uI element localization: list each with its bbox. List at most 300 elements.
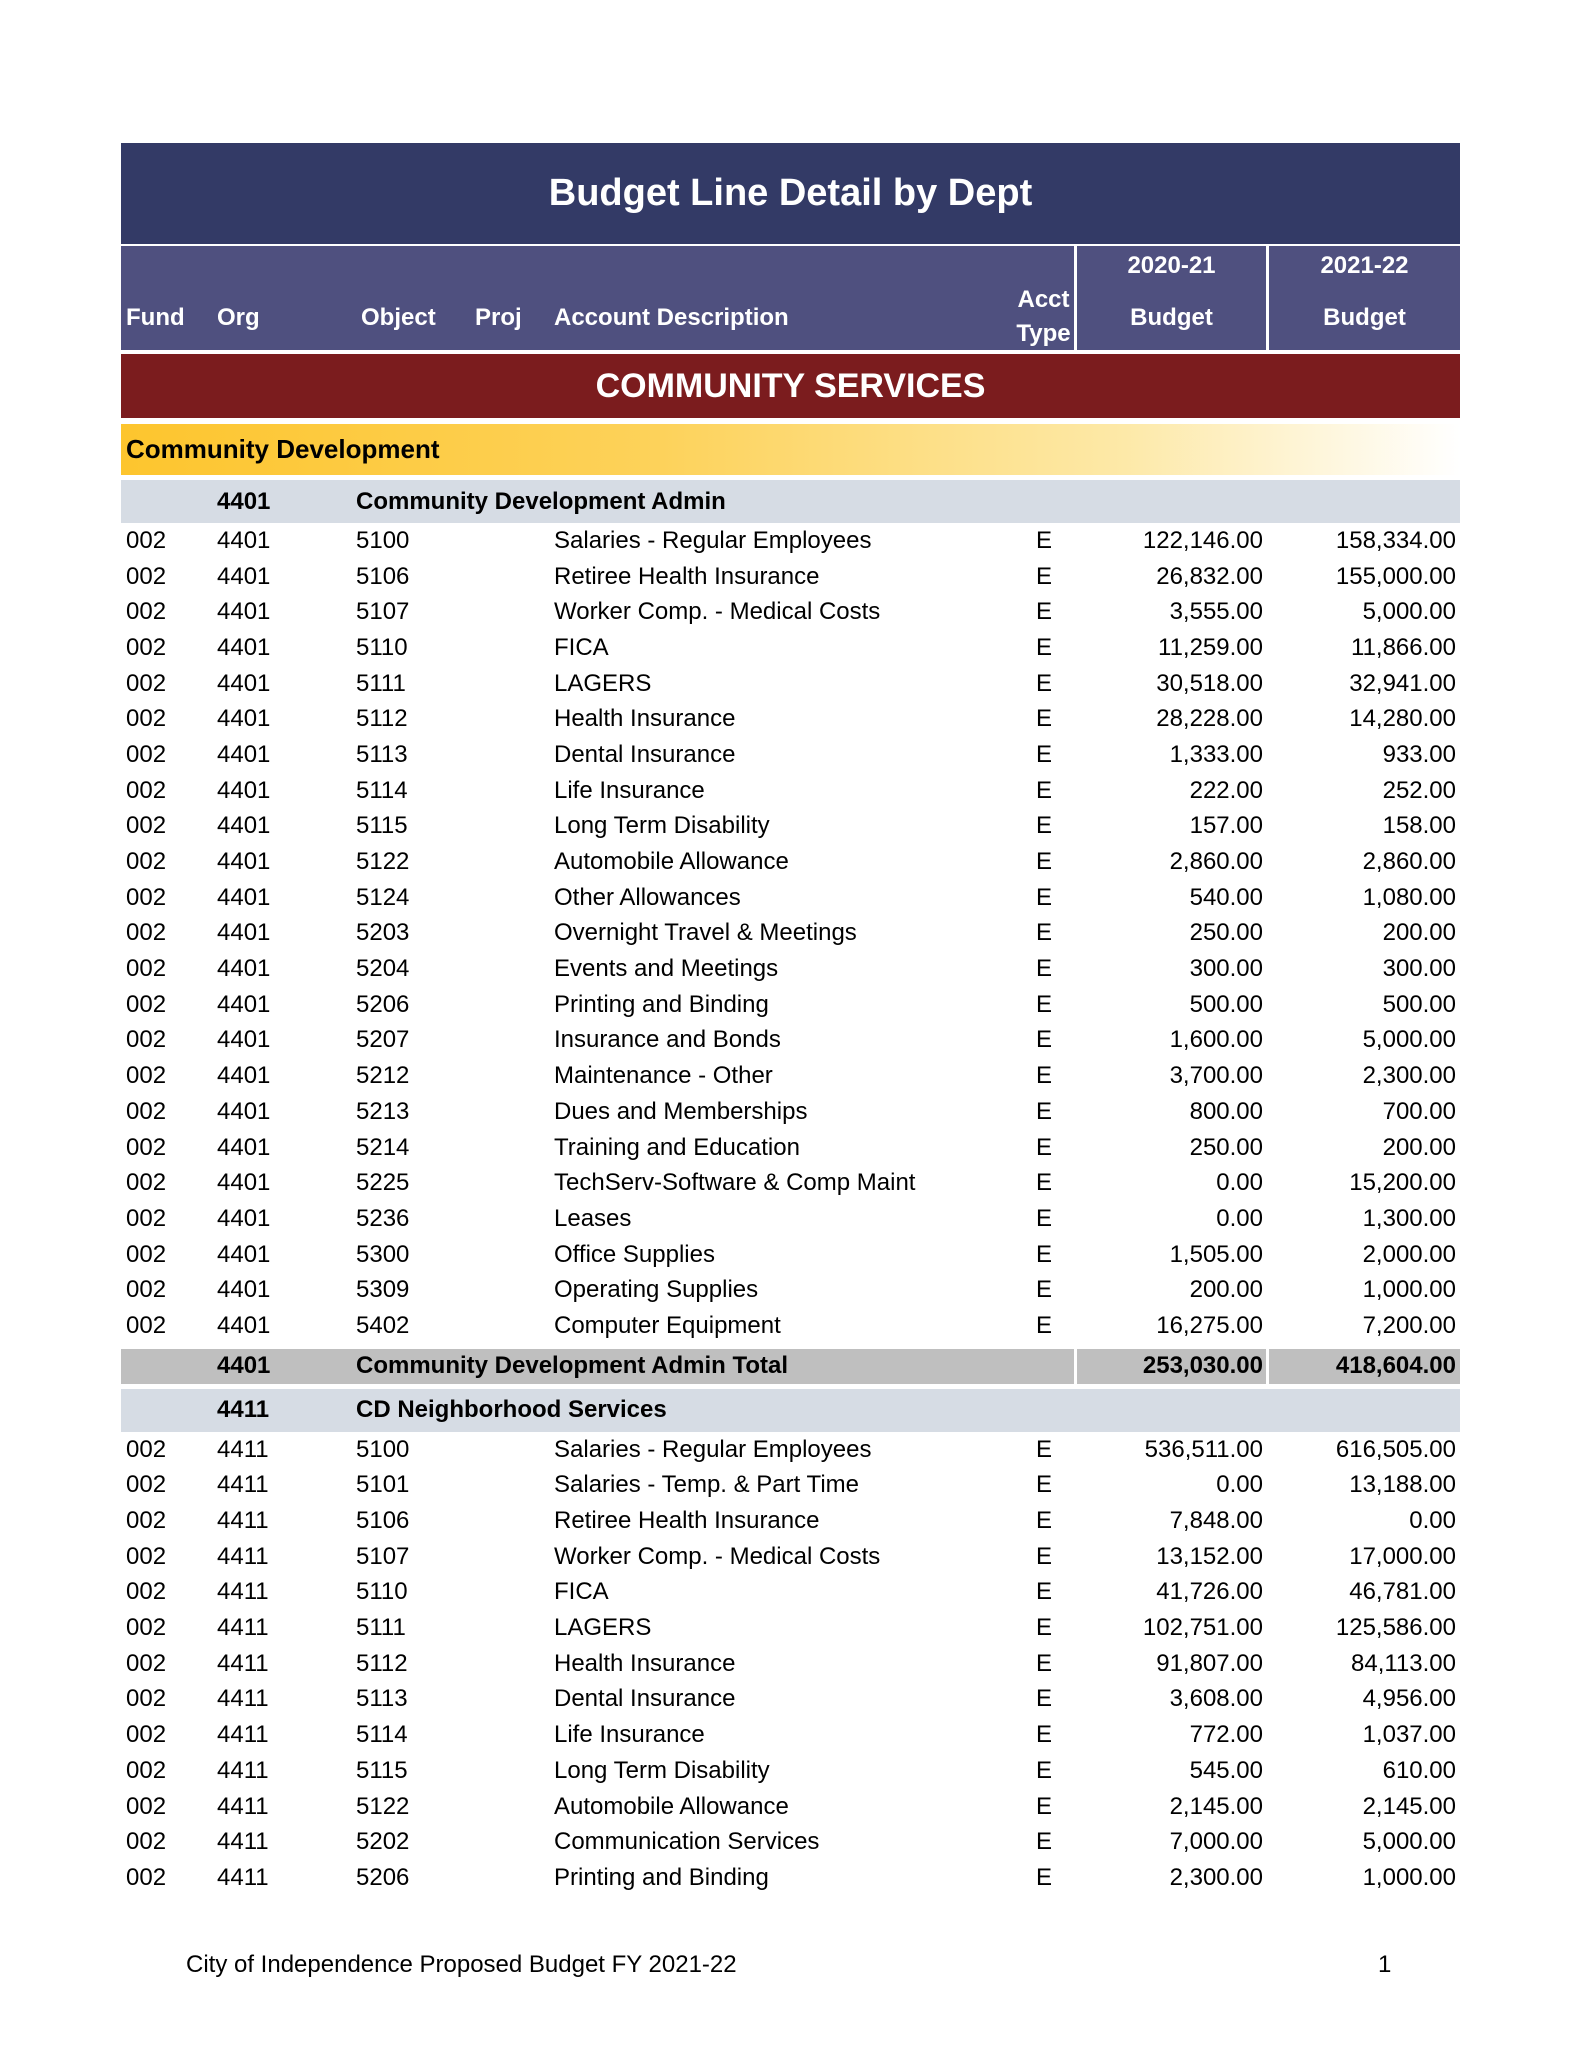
budget-2020-21-cell: 102,751.00 [1142, 1614, 1263, 1642]
org-cell: 4411 [217, 1828, 269, 1856]
object-cell: 5113 [356, 740, 408, 768]
fund-cell: 002 [126, 1721, 167, 1749]
description-cell: Communication Services [554, 1828, 820, 1856]
object-cell: 5402 [356, 1311, 410, 1339]
org-cell: 4401 [217, 1204, 271, 1232]
budget-2020-21-cell: 772.00 [1189, 1721, 1263, 1749]
description-cell: Printing and Binding [554, 1863, 769, 1891]
acct-type-cell: E [1035, 1685, 1052, 1713]
org-cell: 4401 [217, 1276, 271, 1304]
org-cell: 4401 [217, 990, 271, 1018]
object-cell: 5111 [356, 669, 406, 697]
table-row [121, 559, 1460, 595]
description-cell: Life Insurance [554, 1721, 705, 1749]
org-cell: 4401 [217, 955, 271, 983]
description-cell: Insurance and Bonds [554, 1026, 781, 1054]
col-proj: Proj [475, 304, 522, 331]
budget-2020-21-cell: 300.00 [1189, 955, 1263, 983]
section-title: COMMUNITY SERVICES [121, 354, 1460, 418]
budget-2020-21-cell: 91,807.00 [1156, 1649, 1263, 1677]
table-row [121, 1058, 1460, 1094]
total-org-code: 4401 [217, 1352, 271, 1380]
object-cell: 5110 [356, 1578, 408, 1606]
object-cell: 5207 [356, 1026, 410, 1054]
org-cell: 4401 [217, 1097, 271, 1125]
budget-2021-22-cell: 5,000.00 [1362, 1026, 1456, 1054]
total-label: Community Development Admin Total [356, 1352, 789, 1380]
object-cell: 5112 [356, 1649, 408, 1677]
budget-2020-21-cell: 1,333.00 [1169, 740, 1263, 768]
fund-cell: 002 [126, 1133, 167, 1161]
fund-cell: 002 [126, 812, 167, 840]
org-cell: 4411 [217, 1435, 269, 1463]
description-cell: Training and Education [554, 1133, 800, 1161]
description-cell: Printing and Binding [554, 990, 769, 1018]
report-title: Budget Line Detail by Dept [121, 143, 1460, 244]
fund-cell: 002 [126, 1756, 167, 1784]
fund-cell: 002 [126, 1062, 167, 1090]
object-cell: 5100 [356, 1435, 410, 1463]
budget-2020-21-cell: 13,152.00 [1156, 1542, 1263, 1570]
table-row [121, 1789, 1460, 1825]
budget-2021-22-cell: 84,113.00 [1351, 1649, 1456, 1677]
page-number: 1 [1378, 1951, 1392, 1978]
acct-type-cell: E [1035, 990, 1052, 1018]
table-row [121, 1646, 1460, 1682]
budget-2021-22-cell: 17,000.00 [1349, 1542, 1456, 1570]
org-code: 4401 [217, 487, 271, 515]
fund-cell: 002 [126, 1828, 167, 1856]
col-year1-budget: Budget [1130, 304, 1213, 331]
fund-cell: 002 [126, 1614, 167, 1642]
col-object: Object [361, 304, 436, 331]
org-total-row [121, 1349, 1460, 1384]
description-cell: Dental Insurance [554, 1685, 736, 1713]
org-cell: 4401 [217, 1026, 271, 1054]
description-cell: Maintenance - Other [554, 1062, 773, 1090]
acct-type-cell: E [1035, 1471, 1052, 1499]
acct-type-cell: E [1035, 669, 1052, 697]
table-row [121, 1094, 1460, 1130]
acct-type-cell: E [1035, 1062, 1052, 1090]
budget-page [121, 143, 1460, 1896]
object-cell: 5206 [356, 1863, 410, 1891]
org-cell: 4401 [217, 1169, 271, 1197]
acct-type-cell: E [1035, 919, 1052, 947]
budget-2020-21-cell: 250.00 [1189, 1133, 1263, 1161]
table-row [121, 701, 1460, 737]
acct-type-cell: E [1035, 812, 1052, 840]
budget-2021-22-cell: 1,080.00 [1362, 883, 1456, 911]
object-cell: 5122 [356, 848, 410, 876]
table-row [121, 1130, 1460, 1166]
org-cell: 4411 [217, 1578, 269, 1606]
fund-cell: 002 [126, 1311, 167, 1339]
org-cell: 4401 [217, 669, 271, 697]
acct-type-cell: E [1035, 1542, 1052, 1570]
budget-2021-22-cell: 1,037.00 [1362, 1721, 1456, 1749]
org-group-header [121, 480, 1460, 523]
org-cell: 4411 [217, 1507, 269, 1535]
object-cell: 5213 [356, 1097, 410, 1125]
description-cell: FICA [554, 1578, 609, 1606]
budget-2020-21-cell: 536,511.00 [1144, 1435, 1263, 1463]
budget-2021-22-cell: 32,941.00 [1349, 669, 1456, 697]
org-cell: 4401 [217, 812, 271, 840]
object-cell: 5114 [356, 776, 408, 804]
org-cell: 4411 [217, 1614, 269, 1642]
description-cell: Retiree Health Insurance [554, 562, 820, 590]
acct-type-cell: E [1035, 1133, 1052, 1161]
budget-2021-22-cell: 1,300.00 [1362, 1204, 1456, 1232]
table-row [121, 1165, 1460, 1201]
object-cell: 5106 [356, 1507, 410, 1535]
org-cell: 4401 [217, 598, 271, 626]
budget-2020-21-cell: 157.00 [1189, 812, 1263, 840]
table-row [121, 1308, 1460, 1344]
table-row [121, 1717, 1460, 1753]
org-code: 4411 [217, 1396, 270, 1424]
table-row [121, 1610, 1460, 1646]
object-cell: 5309 [356, 1276, 410, 1304]
budget-2021-22-cell: 300.00 [1382, 955, 1456, 983]
budget-2021-22-cell: 200.00 [1382, 1133, 1456, 1161]
description-cell: Overnight Travel & Meetings [554, 919, 857, 947]
table-row [121, 1503, 1460, 1539]
description-cell: Health Insurance [554, 1649, 736, 1677]
fund-cell: 002 [126, 1097, 167, 1125]
object-cell: 5124 [356, 883, 410, 911]
acct-type-cell: E [1035, 1614, 1052, 1642]
acct-type-cell: E [1035, 955, 1052, 983]
org-cell: 4411 [217, 1792, 269, 1820]
col-year2: 2021-22 [1320, 252, 1409, 279]
org-cell: 4401 [217, 705, 271, 733]
budget-2020-21-cell: 28,228.00 [1156, 705, 1263, 733]
budget-2020-21-cell: 7,848.00 [1169, 1507, 1263, 1535]
fund-cell: 002 [126, 1542, 167, 1570]
acct-type-cell: E [1035, 1863, 1052, 1891]
org-cell: 4411 [217, 1863, 269, 1891]
acct-type-cell: E [1035, 1792, 1052, 1820]
org-cell: 4401 [217, 740, 271, 768]
org-cell: 4401 [217, 562, 271, 590]
budget-2021-22-cell: 616,505.00 [1335, 1435, 1456, 1463]
budget-2020-21-cell: 0.00 [1216, 1169, 1263, 1197]
acct-type-cell: E [1035, 1578, 1052, 1606]
description-cell: Salaries - Regular Employees [554, 526, 872, 554]
budget-2021-22-cell: 158,334.00 [1335, 526, 1456, 554]
budget-2020-21-cell: 2,300.00 [1169, 1863, 1263, 1891]
acct-type-cell: E [1035, 1311, 1052, 1339]
budget-2020-21-cell: 41,726.00 [1156, 1578, 1263, 1606]
fund-cell: 002 [126, 526, 167, 554]
budget-2021-22-cell: 700.00 [1382, 1097, 1456, 1125]
budget-2020-21-cell: 545.00 [1189, 1756, 1263, 1784]
table-row [121, 523, 1460, 559]
org-name: CD Neighborhood Services [356, 1396, 667, 1424]
description-cell: LAGERS [554, 1614, 652, 1642]
fund-cell: 002 [126, 562, 167, 590]
object-cell: 5107 [356, 1542, 410, 1570]
acct-type-cell: E [1035, 1169, 1052, 1197]
acct-type-cell: E [1035, 1026, 1052, 1054]
object-cell: 5114 [356, 1721, 408, 1749]
footer-text: City of Independence Proposed Budget FY 2021-22 [186, 1951, 737, 1978]
acct-type-cell: E [1035, 1507, 1052, 1535]
object-cell: 5101 [356, 1471, 410, 1499]
acct-type-cell: E [1035, 776, 1052, 804]
fund-cell: 002 [126, 1276, 167, 1304]
org-cell: 4411 [217, 1649, 269, 1677]
org-cell: 4411 [217, 1685, 269, 1713]
fund-cell: 002 [126, 598, 167, 626]
table-row [121, 1201, 1460, 1237]
fund-cell: 002 [126, 919, 167, 947]
table-row [121, 1575, 1460, 1611]
acct-type-cell: E [1035, 633, 1052, 661]
org-cell: 4401 [217, 1311, 271, 1339]
fund-cell: 002 [126, 1578, 167, 1606]
table-row [121, 1860, 1460, 1896]
budget-2020-21-cell: 1,600.00 [1169, 1026, 1263, 1054]
object-cell: 5113 [356, 1685, 408, 1713]
fund-cell: 002 [126, 776, 167, 804]
acct-type-cell: E [1035, 562, 1052, 590]
budget-2020-21-cell: 222.00 [1189, 776, 1263, 804]
org-cell: 4411 [217, 1756, 269, 1784]
budget-2021-22-cell: 610.00 [1382, 1756, 1456, 1784]
budget-2021-22-cell: 7,200.00 [1362, 1311, 1456, 1339]
table-row [121, 951, 1460, 987]
total-2020-21: 253,030.00 [1142, 1352, 1263, 1380]
table-row [121, 1468, 1460, 1504]
budget-2021-22-cell: 13,188.00 [1349, 1471, 1456, 1499]
table-row [121, 1237, 1460, 1273]
budget-2020-21-cell: 3,555.00 [1169, 598, 1263, 626]
description-cell: TechServ-Software & Comp Maint [554, 1169, 916, 1197]
fund-cell: 002 [126, 1435, 167, 1463]
description-cell: Long Term Disability [554, 1756, 770, 1784]
description-cell: Computer Equipment [554, 1311, 781, 1339]
table-row [121, 1432, 1460, 1468]
table-row [121, 916, 1460, 952]
object-cell: 5206 [356, 990, 410, 1018]
acct-type-cell: E [1035, 883, 1052, 911]
budget-2020-21-cell: 3,608.00 [1169, 1685, 1263, 1713]
budget-2021-22-cell: 1,000.00 [1362, 1863, 1456, 1891]
acct-type-cell: E [1035, 526, 1052, 554]
budget-2021-22-cell: 2,145.00 [1362, 1792, 1456, 1820]
table-row [121, 1023, 1460, 1059]
budget-2020-21-cell: 11,259.00 [1158, 633, 1263, 661]
description-cell: FICA [554, 633, 609, 661]
fund-cell: 002 [126, 1026, 167, 1054]
table-row [121, 844, 1460, 880]
description-cell: Salaries - Regular Employees [554, 1435, 872, 1463]
object-cell: 5111 [356, 1614, 406, 1642]
acct-type-cell: E [1035, 705, 1052, 733]
table-row [121, 773, 1460, 809]
acct-type-cell: E [1035, 848, 1052, 876]
fund-cell: 002 [126, 1240, 167, 1268]
budget-table [121, 480, 1460, 1896]
fund-cell: 002 [126, 990, 167, 1018]
table-row [121, 1753, 1460, 1789]
description-cell: LAGERS [554, 669, 652, 697]
table-row [121, 880, 1460, 916]
org-cell: 4411 [217, 1471, 269, 1499]
org-cell: 4411 [217, 1542, 269, 1570]
org-cell: 4401 [217, 1133, 271, 1161]
object-cell: 5115 [356, 1756, 408, 1784]
col-acct: Acct [1017, 286, 1070, 313]
table-row [121, 737, 1460, 773]
acct-type-cell: E [1035, 1649, 1052, 1677]
org-cell: 4411 [217, 1721, 269, 1749]
description-cell: Leases [554, 1204, 632, 1232]
total-2021-22: 418,604.00 [1335, 1352, 1456, 1380]
budget-2021-22-cell: 46,781.00 [1349, 1578, 1456, 1606]
description-cell: Dues and Memberships [554, 1097, 808, 1125]
description-cell: Operating Supplies [554, 1276, 759, 1304]
fund-cell: 002 [126, 1507, 167, 1535]
org-cell: 4401 [217, 919, 271, 947]
fund-cell: 002 [126, 633, 167, 661]
budget-2020-21-cell: 2,145.00 [1169, 1792, 1263, 1820]
budget-2020-21-cell: 250.00 [1189, 919, 1263, 947]
org-cell: 4401 [217, 776, 271, 804]
fund-cell: 002 [126, 669, 167, 697]
acct-type-cell: E [1035, 1204, 1052, 1232]
table-row [121, 1682, 1460, 1718]
budget-2021-22-cell: 155,000.00 [1335, 562, 1456, 590]
table-row [121, 630, 1460, 666]
budget-2021-22-cell: 933.00 [1382, 740, 1456, 768]
budget-2021-22-cell: 2,300.00 [1362, 1062, 1456, 1090]
acct-type-cell: E [1035, 1721, 1052, 1749]
col-description: Account Description [554, 304, 789, 331]
fund-cell: 002 [126, 1863, 167, 1891]
budget-2021-22-cell: 158.00 [1382, 812, 1456, 840]
org-cell: 4401 [217, 1240, 271, 1268]
division-title: Community Development [121, 424, 1460, 475]
object-cell: 5107 [356, 598, 410, 626]
budget-2021-22-cell: 4,956.00 [1362, 1685, 1456, 1713]
description-cell: Life Insurance [554, 776, 705, 804]
org-cell: 4401 [217, 633, 271, 661]
budget-2021-22-cell: 500.00 [1382, 990, 1456, 1018]
table-row [121, 594, 1460, 630]
description-cell: Other Allowances [554, 883, 741, 911]
org-cell: 4401 [217, 1062, 271, 1090]
org-cell: 4401 [217, 526, 271, 554]
budget-2021-22-cell: 5,000.00 [1362, 1828, 1456, 1856]
object-cell: 5214 [356, 1133, 410, 1161]
budget-2021-22-cell: 1,000.00 [1362, 1276, 1456, 1304]
description-cell: Health Insurance [554, 705, 736, 733]
description-cell: Automobile Allowance [554, 1792, 789, 1820]
org-cell: 4401 [217, 883, 271, 911]
description-cell: Salaries - Temp. & Part Time [554, 1471, 859, 1499]
budget-2020-21-cell: 30,518.00 [1156, 669, 1263, 697]
budget-2020-21-cell: 122,146.00 [1142, 526, 1263, 554]
budget-2020-21-cell: 540.00 [1189, 883, 1263, 911]
budget-2020-21-cell: 3,700.00 [1169, 1062, 1263, 1090]
budget-2021-22-cell: 14,280.00 [1349, 705, 1456, 733]
object-cell: 5100 [356, 526, 410, 554]
fund-cell: 002 [126, 1169, 167, 1197]
object-cell: 5225 [356, 1169, 410, 1197]
budget-2020-21-cell: 7,000.00 [1169, 1828, 1263, 1856]
fund-cell: 002 [126, 740, 167, 768]
budget-2021-22-cell: 2,860.00 [1362, 848, 1456, 876]
budget-2021-22-cell: 15,200.00 [1349, 1169, 1456, 1197]
object-cell: 5212 [356, 1062, 410, 1090]
acct-type-cell: E [1035, 598, 1052, 626]
object-cell: 5203 [356, 919, 410, 947]
budget-2020-21-cell: 800.00 [1189, 1097, 1263, 1125]
description-cell: Retiree Health Insurance [554, 1507, 820, 1535]
fund-cell: 002 [126, 1792, 167, 1820]
acct-type-cell: E [1035, 740, 1052, 768]
col-year1: 2020-21 [1127, 252, 1216, 279]
fund-cell: 002 [126, 1685, 167, 1713]
description-cell: Events and Meetings [554, 955, 779, 983]
acct-type-cell: E [1035, 1828, 1052, 1856]
fund-cell: 002 [126, 705, 167, 733]
object-cell: 5202 [356, 1828, 410, 1856]
object-cell: 5106 [356, 562, 410, 590]
object-cell: 5300 [356, 1240, 410, 1268]
acct-type-cell: E [1035, 1276, 1052, 1304]
description-cell: Worker Comp. - Medical Costs [554, 598, 881, 626]
budget-2021-22-cell: 252.00 [1382, 776, 1456, 804]
fund-cell: 002 [126, 1649, 167, 1677]
budget-2020-21-cell: 2,860.00 [1169, 848, 1263, 876]
budget-2020-21-cell: 1,505.00 [1169, 1240, 1263, 1268]
budget-2020-21-cell: 0.00 [1216, 1471, 1263, 1499]
col-fund: Fund [126, 304, 185, 331]
budget-2021-22-cell: 2,000.00 [1362, 1240, 1456, 1268]
budget-2021-22-cell: 11,866.00 [1351, 633, 1456, 661]
org-name: Community Development Admin [356, 487, 726, 515]
fund-cell: 002 [126, 1204, 167, 1232]
budget-2021-22-cell: 5,000.00 [1362, 598, 1456, 626]
org-group-header [121, 1389, 1460, 1432]
fund-cell: 002 [126, 955, 167, 983]
table-row [121, 1272, 1460, 1308]
object-cell: 5115 [356, 812, 408, 840]
table-row [121, 809, 1460, 845]
fund-cell: 002 [126, 883, 167, 911]
acct-type-cell: E [1035, 1756, 1052, 1784]
col-year2-budget: Budget [1323, 304, 1406, 331]
budget-2020-21-cell: 500.00 [1189, 990, 1263, 1018]
object-cell: 5204 [356, 955, 410, 983]
col-org: Org [217, 304, 260, 331]
table-row [121, 987, 1460, 1023]
budget-2021-22-cell: 0.00 [1409, 1507, 1456, 1535]
col-type: Type [1016, 320, 1071, 347]
table-row [121, 666, 1460, 702]
column-header [121, 244, 1460, 350]
table-row [121, 1824, 1460, 1860]
fund-cell: 002 [126, 1471, 167, 1499]
object-cell: 5122 [356, 1792, 410, 1820]
description-cell: Worker Comp. - Medical Costs [554, 1542, 881, 1570]
object-cell: 5110 [356, 633, 408, 661]
